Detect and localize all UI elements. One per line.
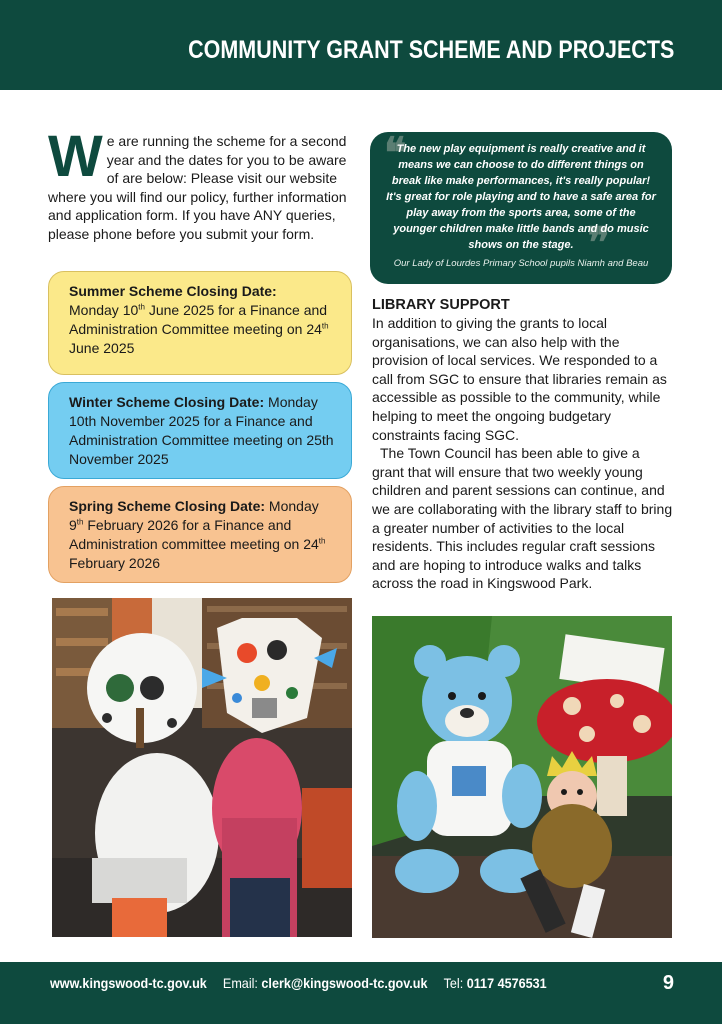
library-paragraph-2: The Town Council has been able to give a grant that will ensure that two weekly young children and parent sessions can continue, and we are collaborating with the library staff to bring a greater number of activities to the local residents. This includes regular craft sessions and are hoping to introduce walks and talks across the road in Kingswood Park. (372, 445, 673, 592)
contact-line (50, 975, 547, 991)
summer-sup-2: th (321, 321, 329, 331)
summer-text-3: June 2025 (69, 340, 135, 356)
spring-text-3: February 2026 (69, 555, 161, 571)
email-link[interactable]: clerk@kingswood-tc.gov.uk (261, 975, 428, 991)
summer-text-2: June 2025 for a Finance and Administration Committee meeting on 24 (69, 302, 328, 337)
intro-text: e are running the scheme for a second year and the dates for you to be aware of are below: Please visit our website where you will find our policy, further information and application form. If you have ANY queries, please phone before you submit your form. (48, 133, 347, 242)
open-quote-icon: ❝ (384, 128, 407, 177)
page-number: 9 (662, 972, 674, 994)
quote-credit: Our Lady of Lourdes Primary School pupils Niamh and Beau (393, 258, 649, 269)
email-label: Email: (222, 975, 258, 991)
intro-paragraph (48, 124, 348, 243)
spring-scheme-box (48, 486, 352, 583)
summer-scheme-box (48, 271, 352, 375)
winter-heading: Winter Scheme Closing Date: (69, 394, 265, 410)
tel-label: Tel: (443, 975, 464, 991)
summer-text-1: Monday 10 (69, 302, 139, 318)
spring-sup-2: th (318, 536, 326, 546)
quote-text: The new play equipment is really creative and it means we can choose to do different things on break like make performances, it's really popular! It's great for role playing and to have a safe area for play away from the sports area, some of the younger children make little bands and do music shows on the stage. (386, 143, 656, 251)
page-footer (0, 962, 722, 1024)
page-header (0, 0, 722, 90)
telephone-number[interactable]: 0117 4576531 (466, 975, 547, 991)
teddy-bear-toadstool-illustration (372, 616, 672, 938)
winter-scheme-box (48, 382, 352, 479)
library-heading: LIBRARY SUPPORT (372, 297, 510, 313)
library-support-section (372, 296, 674, 593)
children-masks-illustration (52, 598, 352, 937)
library-toys-photo (372, 616, 672, 938)
spring-sup-1: th (76, 517, 84, 527)
winter-text: Monday 10th November 2025 for a Finance and Administration Committee meeting on 25th November 2025 (69, 394, 334, 467)
website-link[interactable]: www.kingswood-tc.gov.uk (50, 975, 207, 991)
drop-cap: W (48, 124, 103, 189)
children-masks-photo (52, 598, 352, 937)
page-title: COMMUNITY GRANT SCHEME AND PROJECTS (187, 36, 674, 64)
testimonial-quote (370, 128, 672, 284)
library-paragraph-1: In addition to giving the grants to local organisations, we can also help with the provision of local services. We responded to a call from SGC to ensure that libraries remain as accessible as possible to the community, while helping to meet the ongoing budgetary constraints facing SGC. (372, 315, 667, 443)
spring-text-2: February 2026 for a Finance and Administration committee meeting on 24 (69, 517, 319, 552)
close-quote-icon: ❞ (587, 218, 610, 267)
spring-heading: Spring Scheme Closing Date: (69, 498, 266, 514)
spring-text-1: Monday 9 (69, 498, 319, 533)
summer-heading: Summer Scheme Closing Date: (69, 283, 277, 299)
summer-sup-1: th (138, 302, 145, 312)
